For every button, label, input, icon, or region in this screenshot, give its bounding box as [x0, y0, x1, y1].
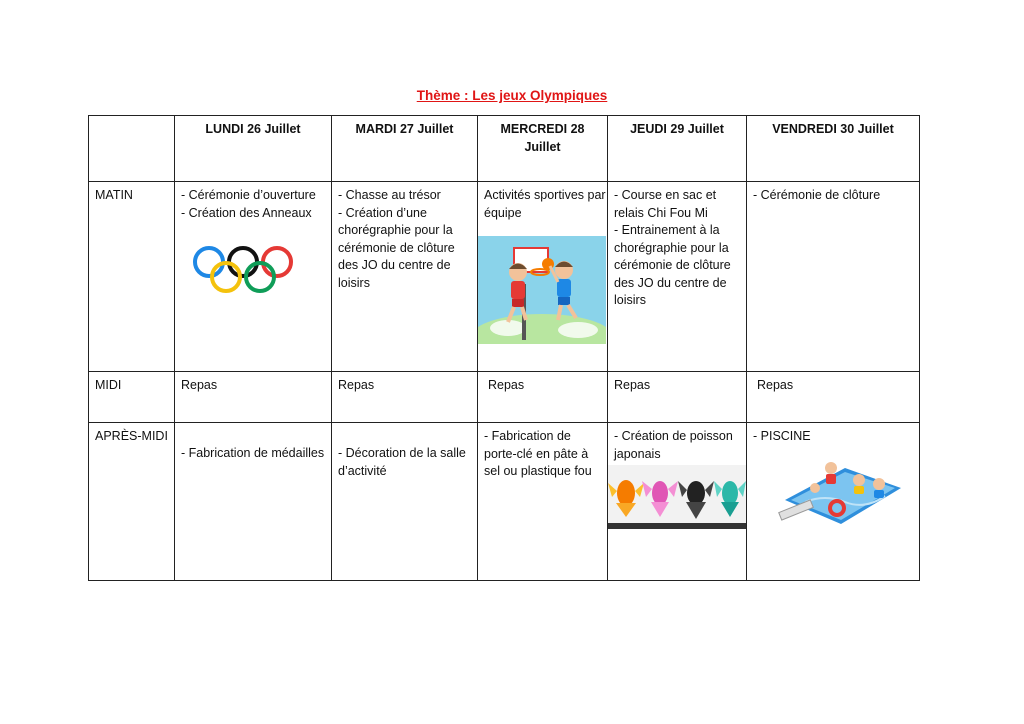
header-row	[89, 116, 920, 182]
activity-line: - Création des Anneaux	[181, 205, 312, 220]
row-apres-midi	[89, 423, 920, 581]
cell-apres-midi-lundi	[175, 423, 332, 581]
day-header-lundi: LUNDI 26 Juillet	[175, 116, 332, 182]
cell-midi-lundi: Repas	[175, 372, 332, 423]
cell-apres-midi-mercredi	[478, 423, 608, 581]
day-header-vendredi: VENDREDI 30 Juillet	[747, 116, 920, 182]
day-header-jeudi: JEUDI 29 Juillet	[608, 116, 747, 182]
cell-apres-midi-mardi	[332, 423, 478, 581]
basketball-illustration	[478, 236, 606, 344]
cell-midi-jeudi: Repas	[608, 372, 747, 423]
olympic-rings-illustration	[191, 242, 301, 302]
cell-matin-lundi	[175, 182, 332, 372]
activity-line: - Création d’une chorégraphie pour la cérémonie de clôture des JO du centre de loisirs	[338, 205, 455, 290]
cell-matin-vendredi	[747, 182, 920, 372]
row-midi	[89, 372, 920, 423]
cell-matin-mardi	[332, 182, 478, 372]
cell-midi-vendredi: Repas	[747, 372, 920, 423]
cell-midi-mardi: Repas	[332, 372, 478, 423]
activity-line: - Cérémonie d’ouverture	[181, 188, 316, 202]
cell-midi-mercredi: Repas	[478, 372, 608, 423]
row-label-apres-midi: APRÈS-MIDI	[89, 423, 175, 581]
activity-line: - Course en sac et relais Chi Fou Mi	[614, 188, 717, 220]
japanese-fish-illustration	[608, 465, 746, 529]
corner-cell	[89, 116, 175, 182]
activity-line: - Création de poisson japonais	[614, 429, 733, 461]
activity-line: - Entrainement à la chorégraphie pour la cérémonie de clôture des JO du centre de loisirs	[614, 223, 731, 307]
activity-line: - Chasse au trésor	[338, 188, 441, 202]
row-label-midi: MIDI	[89, 372, 175, 423]
cell-apres-midi-vendredi	[747, 423, 920, 581]
day-header-mercredi: MERCREDI 28 Juillet	[478, 116, 608, 182]
activity-line: - Fabrication de médailles	[181, 446, 325, 460]
day-header-mardi: MARDI 27 Juillet	[332, 116, 478, 182]
activity-line: - Fabrication de porte-clé en pâte à sel ou plastique fou	[484, 429, 592, 478]
cell-matin-jeudi	[608, 182, 747, 372]
cell-apres-midi-jeudi	[608, 423, 747, 581]
activity-line: - Cérémonie de clôture	[753, 188, 881, 202]
activity-line: - Décoration de la salle d’activité	[338, 446, 466, 478]
swimming-pool-illustration	[775, 450, 905, 530]
activity-line: - PISCINE	[753, 429, 811, 443]
row-label-matin: MATIN	[89, 182, 175, 372]
page-title: Thème : Les jeux Olympiques	[416, 88, 608, 103]
row-matin	[89, 182, 920, 372]
cell-matin-mercredi	[478, 182, 608, 372]
activity-line: Activités sportives par équipe	[484, 188, 606, 220]
schedule-table	[88, 115, 920, 581]
